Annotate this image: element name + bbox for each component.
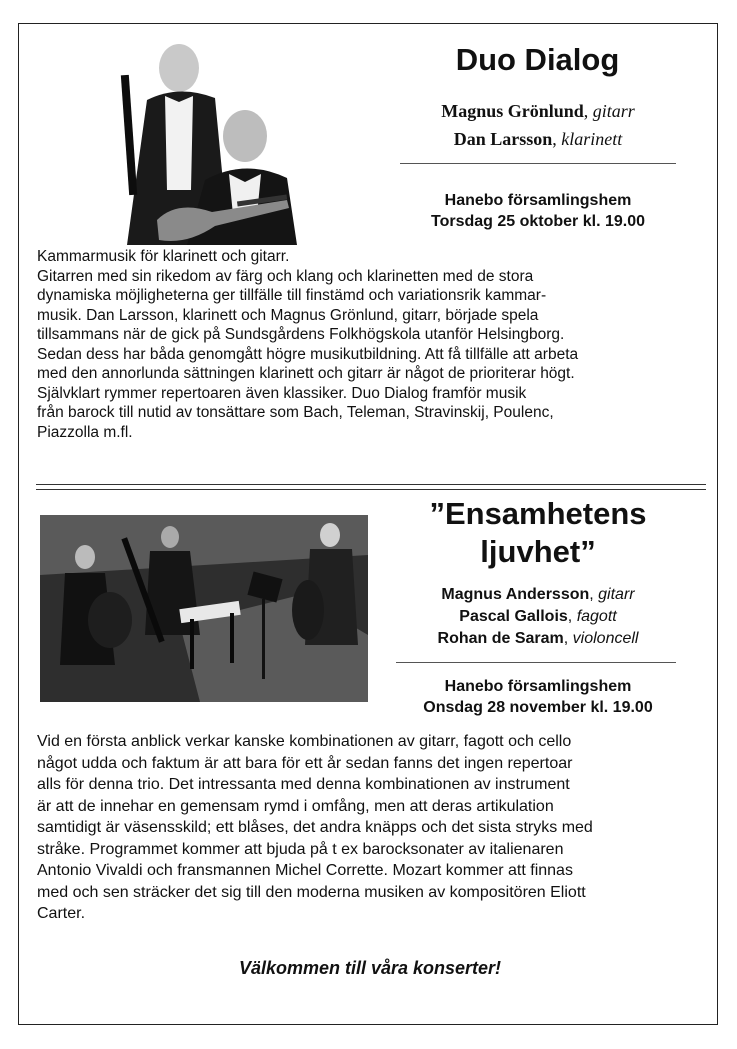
concert1-description (37, 247, 709, 442)
performer-role: gitarr (598, 586, 635, 603)
performer-name: Pascal Gallois (459, 608, 568, 625)
description-line: stråke. Programmet kommer att bjuda på t ex barocksonater av italienaren (37, 840, 564, 858)
concert2-description (37, 731, 709, 925)
concert2-date: Onsdag 28 november kl. 19.00 (423, 699, 653, 716)
description-line: Kammarmusik för klarinett och gitarr. (37, 248, 290, 265)
description-line: Sedan dess har båda genomgått högre musikutbildning. Att få tillfälle att arbeta (37, 345, 579, 363)
concert1-performer-2: Dan Larsson, klarinett (453, 129, 623, 149)
description-line: Självklart rymmer repertoaren även klassiker. Duo Dialog framför musik (37, 384, 527, 402)
description-line: är att de innehar en gemensam rymd i omfång, men att deras artikulation (37, 797, 554, 815)
concert1-performer-1: Magnus Grönlund, gitarr (441, 101, 635, 121)
duo-dialog-photo (117, 40, 297, 245)
section-separator (36, 484, 706, 490)
performer-role: gitarr (592, 101, 635, 121)
description-line: Gitarren med sin rikedom av färg och klang och klarinetten med de stora (37, 267, 534, 285)
trio-photo-image (40, 515, 368, 702)
concert2-performer-3: Rohan de Saram, violoncell (437, 630, 639, 647)
welcome-message: Välkommen till våra konserter! (238, 958, 502, 978)
description-line: med den annorlunda sättningen klarinett och gitarr är något de prioriterar högt. (37, 365, 575, 382)
concert2-title-line-2: ljuvhet” (480, 534, 596, 569)
concert1-venue: Hanebo församlingshem (444, 192, 632, 209)
performer-name: Magnus Andersson (441, 586, 590, 603)
performer-name: Dan Larsson (453, 129, 553, 149)
description-line: något udda och faktum är att bara för ett år sedan fanns det ingen repertoar (37, 754, 573, 772)
concert2-performer-2: Pascal Gallois, fagott (459, 608, 617, 625)
concert1-date: Torsdag 25 oktober kl. 19.00 (430, 213, 645, 230)
description-line: tillsammans när de gick på Sundsgårdens Folkhögskola utanför Helsingborg. (37, 326, 565, 343)
description-line: alls för denna trio. Det intressanta med denna kombinationen av instrument (37, 776, 570, 793)
concert2-venue: Hanebo församlingshem (444, 678, 632, 695)
concert1-divider (400, 163, 676, 164)
duo-dialog-photo-image (117, 40, 297, 245)
performer-role: klarinett (561, 129, 623, 149)
performer-name: Magnus Grönlund (441, 101, 584, 121)
performer-name: Rohan de Saram (437, 630, 564, 647)
description-line: samtidigt är väsensskild; ett blåses, det andra knäpps och det sista stryks med (37, 819, 593, 836)
description-line: Carter. (37, 905, 86, 922)
concert2-performer-1: Magnus Andersson, gitarr (441, 586, 635, 603)
concert2-divider (396, 662, 676, 663)
description-line: Antonio Vivaldi och fransmannen Michel Corrette. Mozart kommer att finnas (37, 862, 573, 879)
description-line: musik. Dan Larsson, klarinett och Magnus Grönlund, gitarr, började spela (37, 306, 539, 324)
concert2-title-line-1: ”Ensamhetens (429, 496, 647, 531)
performer-role: fagott (576, 608, 617, 625)
description-line: Vid en första anblick verkar kanske kombinationen av gitarr, fagott och cello (37, 733, 572, 750)
description-line: Piazzolla m.fl. (37, 423, 133, 441)
concert2-title (398, 495, 678, 571)
ensamhetens-ljuvhet-photo (40, 515, 368, 702)
description-line: med och sen sträcker det sig till den moderna musiken av kompositören Eliott (37, 883, 586, 901)
description-line: dynamiska möjligheterna ger tillfälle till finstämd och variationsrik kammar- (37, 287, 547, 304)
description-line: från barock till nutid av tonsättare som Bach, Teleman, Stravinskij, Poulenc, (37, 404, 554, 421)
performer-role: violoncell (572, 630, 639, 647)
concert1-title: Duo Dialog (455, 42, 620, 77)
